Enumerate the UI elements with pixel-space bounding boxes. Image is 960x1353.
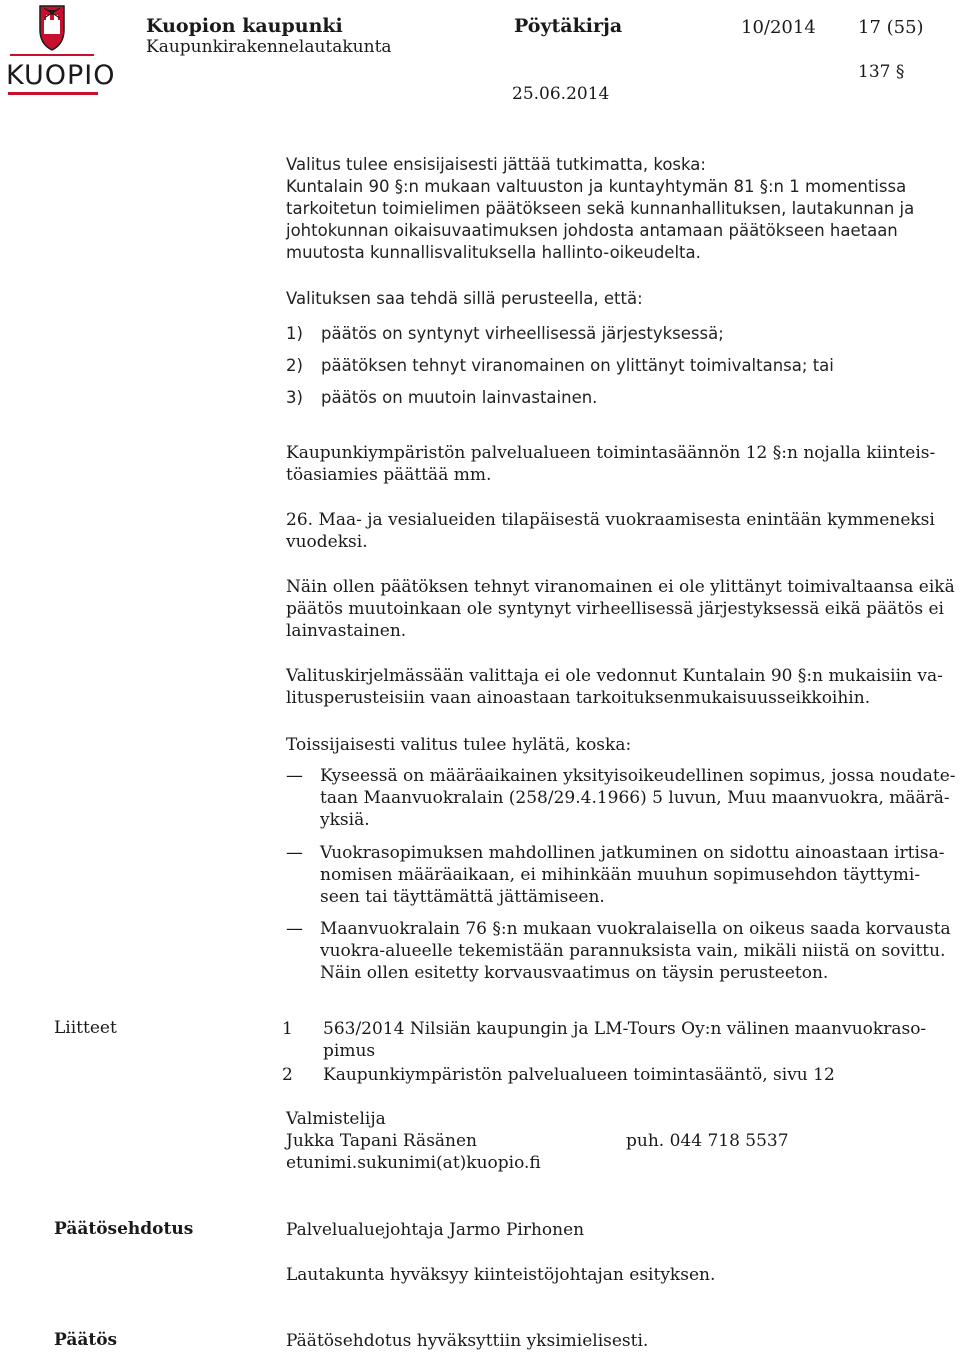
proposal-label: Päätösehdotus [54,1219,194,1239]
ground-item [286,355,834,377]
proposal-text: Lautakunta hyväksyy kiinteistöjohtajan esityksen. [286,1265,716,1285]
ground-text: päätös on muutoin lainvastainen. [321,388,598,407]
issue-number: 10/2014 [741,17,816,38]
preparer-name: Jukka Tapani Räsänen [286,1131,478,1151]
attachment-number: 2 [282,1065,293,1085]
proposal-presenter: Palvelualuejohtaja Jarmo Pirhonen [286,1220,585,1240]
appeal-intro [286,154,956,264]
ground-item [286,387,597,409]
text-line: töasiamies päättää mm. [286,465,492,485]
text-line: johtokunnan oikaisuvaatimuksen johdosta antamaan päätökseen haetaan [286,221,898,240]
text-line: Vuokrasopimuksen mahdollinen jatkuminen on sidottu ainoastaan irtisa- [320,843,945,863]
coat-of-arms-icon [4,2,100,60]
text-line: Valitus tulee ensisijaisesti jättää tutkimatta, koska: [286,155,706,174]
conclusion [286,576,956,642]
text-line: Maanvuokralain 76 §:n mukaan vuokralaisella on oikeus saada korvausta [320,919,951,939]
text-line: Valituskirjelmässään valittaja ei ole vedonnut Kuntalain 90 §:n mukaisiin va- [286,666,943,686]
decision-label: Päätös [54,1330,118,1350]
ground-number: 2) [286,356,303,375]
dash-bullet: — [286,843,303,863]
kuopio-logo [4,2,116,94]
ground-number: 3) [286,388,303,407]
section-number: 137 § [858,62,905,82]
text-line: litusperusteisiin vaan ainoastaan tarkoituksenmukaisuusseikkoihin. [286,688,871,708]
attachment-item[interactable] [323,1064,835,1086]
text-line: vuokra-alueelle tekemistään parannuksista vain, mikäli niistä on sovittu. [320,941,946,961]
logo-wordmark: KUOPIO [6,60,116,91]
attachment-item[interactable] [323,1018,926,1062]
text-line: vuodeksi. [286,532,368,552]
text-line: tarkoitetun toimielimen päätökseen sekä kunnanhallituksen, lautakunnan ja [286,199,915,218]
text-line: nomisen määräaikaan, ei mihinkään muuhun sopimusehdon täyttymi- [320,865,921,885]
text-line: Näin ollen esitetty korvausvaatimus on täysin perusteeton. [320,963,829,983]
text-line: pimus [323,1041,376,1061]
dash-bullet: — [286,919,303,939]
rule-item [286,509,956,553]
text-line: yksiä. [320,810,370,830]
attachments-label: Liitteet [54,1018,117,1038]
text-line: muutosta kunnallisvalituksella hallinto-oikeudelta. [286,243,701,262]
text-line: Kaupunkiympäristön palvelualueen toimintasääntö, sivu 12 [323,1065,835,1085]
board-name: Kaupunkirakennelautakunta [146,37,392,57]
text-line: Näin ollen päätöksen tehnyt viranomainen ei ole ylittänyt toimivaltaansa eikä [286,577,955,597]
ground-text: päätöksen tehnyt viranomainen on ylittänyt toimivaltansa; tai [321,356,834,375]
text-line: lainvastainen. [286,621,407,641]
attachment-number: 1 [282,1019,293,1039]
text-line: Kaupunkiympäristön palvelualueen toimintasäännön 12 §:n nojalla kiinteis- [286,443,936,463]
text-line: Kyseessä on määräaikainen yksityisoikeudellinen sopimus, jossa noudate- [320,766,956,786]
grounds-title: Valituksen saa tehdä sillä perusteella, että: [286,289,643,308]
meeting-date: 25.06.2014 [512,84,610,104]
decision-text: Päätösehdotus hyväksyttiin yksimielisesti. [286,1331,649,1351]
no-grounds [286,665,956,709]
ground-text: päätös on syntynyt virheellisessä järjestyksessä; [321,324,724,343]
text-line: seen tai täyttämättä jättämiseen. [320,887,605,907]
logo-underline [8,92,98,95]
page-number: 17 (55) [858,17,924,38]
preparer-phone: puh. 044 718 5537 [626,1131,789,1151]
text-line: päätös muutoinkaan ole syntynyt virheellisessä järjestyksessä eikä päätös ei [286,599,944,619]
ground-item [286,323,724,345]
preparer-email: etunimi.sukunimi(at)kuopio.fi [286,1153,541,1173]
secondary-title: Toissijaisesti valitus tulee hylätä, koska: [286,735,632,755]
city-name: Kuopion kaupunki [146,15,343,37]
text-line: 563/2014 Nilsiän kaupungin ja LM-Tours Oy:n välinen maanvuokraso- [323,1019,927,1039]
dash-bullet: — [286,766,303,786]
document-type: Pöytäkirja [514,15,623,37]
preparer-title: Valmistelija [286,1109,386,1129]
text-line: Kuntalain 90 §:n mukaan valtuuston ja kuntayhtymän 81 §:n 1 momentissa [286,177,907,196]
text-line: 26. Maa- ja vesialueiden tilapäisestä vuokraamisesta enintään kymmeneksi [286,510,935,530]
text-line: taan Maanvuokralain (258/29.4.1966) 5 luvun, Muu maanvuokra, määrä- [320,788,950,808]
ground-number: 1) [286,324,303,343]
rule-intro [286,442,956,486]
